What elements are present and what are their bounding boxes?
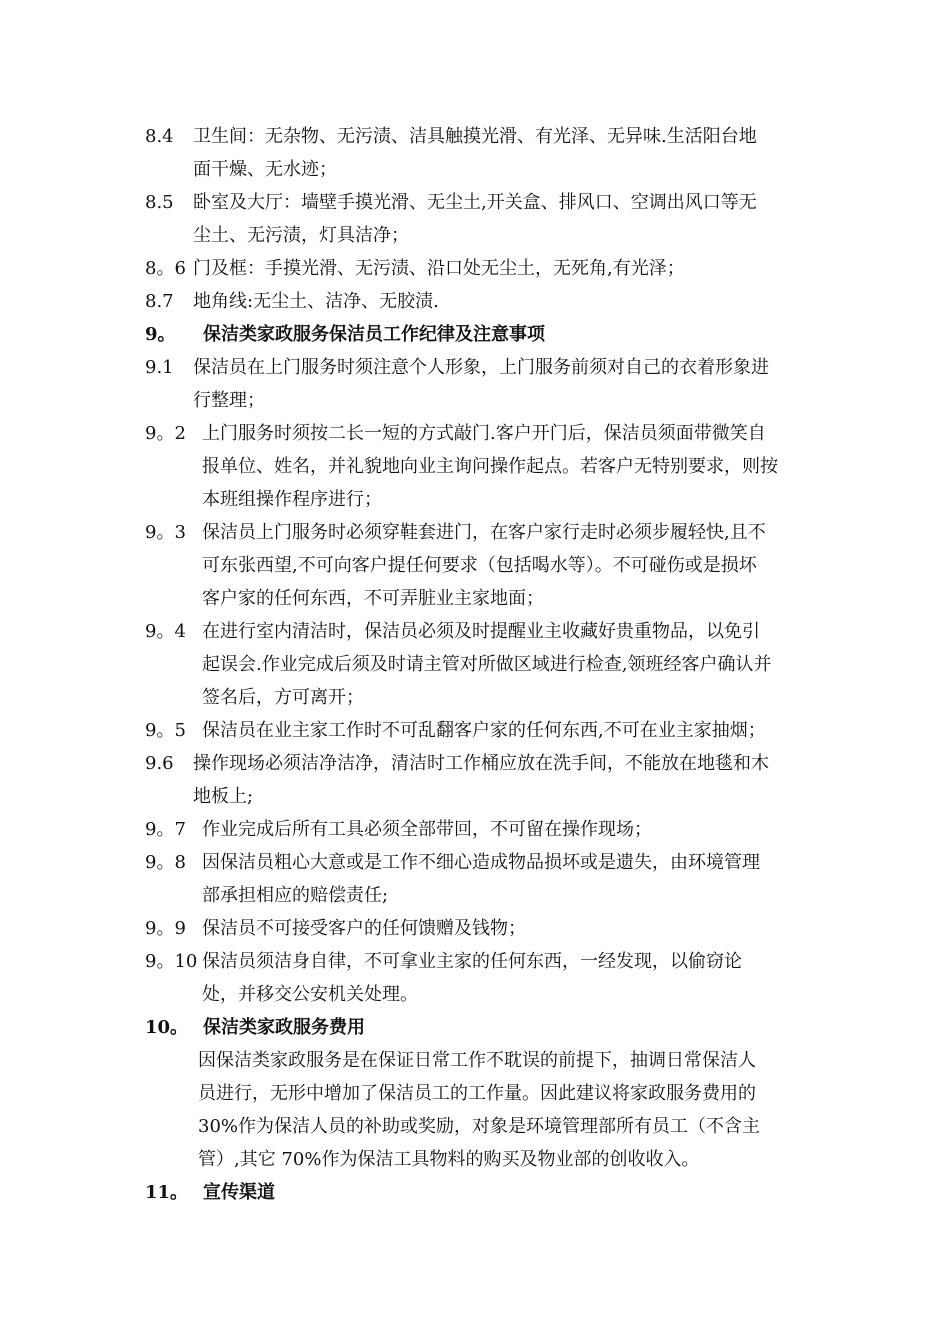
item-text: 操作现场必须洁净洁净，清洁时工作桶应放在洗手间，不能放在地毯和木 xyxy=(193,753,769,774)
item-continuation: 起误会.作业完成后须及时请主管对所做区域进行检查,领班经客户确认并 xyxy=(202,654,772,675)
item-text: 门及框：手摸光滑、无污渍、沿口处无尘土，无死角,有光泽； xyxy=(193,258,685,279)
item-continuation: 部承担相应的赔偿责任; xyxy=(202,885,389,906)
paragraph-line: 30%作为保洁人员的补助或奖励，对象是环境管理部所有员工（不含主 xyxy=(198,1116,761,1137)
item-continuation: 面干燥、无水迹； xyxy=(193,159,337,180)
section-heading xyxy=(145,1176,825,1209)
item-number: 9。7 xyxy=(145,819,186,840)
item-number: 9。5 xyxy=(145,720,186,741)
list-item xyxy=(145,186,825,219)
item-continuation: 签名后，方可离开； xyxy=(202,687,364,708)
item-text: 上门服务时须按二长一短的方式敲门.客户开门后，保洁员须面带微笑自 xyxy=(202,423,766,444)
item-text: 保洁员在业主家工作时不可乱翻客户家的任何东西,不可在业主家抽烟； xyxy=(202,720,766,741)
list-item xyxy=(145,945,825,978)
list-item xyxy=(145,747,825,780)
item-text: 卧室及大厅：墙壁手摸光滑、无尘土,开关盒、排风口、空调出风口等无 xyxy=(193,192,757,213)
item-number: 9.1 xyxy=(145,357,174,378)
item-number: 8。6 xyxy=(145,258,186,279)
item-number: 9。3 xyxy=(145,522,186,543)
list-item xyxy=(145,813,825,846)
item-number: 8.5 xyxy=(145,192,174,213)
item-continuation: 可东张西望,不可向客户提任何要求（包括喝水等）。不可碰伤或是损坏 xyxy=(202,555,757,576)
item-continuation: 地板上; xyxy=(193,786,254,807)
item-continuation: 尘土、无污渍，灯具洁净； xyxy=(193,225,409,246)
list-item xyxy=(145,714,825,747)
section-heading xyxy=(145,318,825,351)
item-number: 9。4 xyxy=(145,621,186,642)
section-heading xyxy=(145,1011,825,1044)
item-text: 在进行室内清洁时，保洁员必须及时提醒业主收藏好贵重物品，以免引 xyxy=(202,621,760,642)
item-text: 保洁员上门服务时必须穿鞋套进门，在客户家行走时必须步履轻快,且不 xyxy=(202,522,766,543)
section-number: 10。 xyxy=(145,1017,189,1038)
list-item xyxy=(145,516,825,549)
section-title: 保洁类家政服务保洁员工作纪律及注意事项 xyxy=(203,324,545,345)
list-item xyxy=(145,285,825,318)
section-title: 保洁类家政服务费用 xyxy=(203,1017,365,1038)
item-text: 地角线:无尘土、洁净、无胶渍. xyxy=(193,291,439,312)
item-number: 8.7 xyxy=(145,291,174,312)
item-text: 保洁员在上门服务时须注意个人形象，上门服务前须对自己的衣着形象进 xyxy=(193,357,769,378)
item-number: 8.4 xyxy=(145,126,174,147)
section-number: 9。 xyxy=(145,324,176,345)
item-number: 9。2 xyxy=(145,423,186,444)
item-continuation: 报单位、姓名，并礼貌地向业主询问操作起点。若客户无特别要求，则按 xyxy=(202,456,778,477)
item-continuation: 客户家的任何东西，不可弄脏业主家地面； xyxy=(202,588,544,609)
item-continuation: 行整理； xyxy=(193,390,265,411)
item-continuation: 本班组操作程序进行； xyxy=(202,489,382,510)
item-number: 9.6 xyxy=(145,753,174,774)
list-item xyxy=(145,120,825,153)
document-body xyxy=(145,120,825,1209)
list-item xyxy=(145,912,825,945)
list-item xyxy=(145,252,825,285)
list-item xyxy=(145,615,825,648)
item-text: 卫生间：无杂物、无污渍、洁具触摸光滑、有光泽、无异味.生活阳台地 xyxy=(193,126,757,147)
item-number: 9。8 xyxy=(145,852,186,873)
paragraph-line: 因保洁类家政服务是在保证日常工作不耽误的前提下，抽调日常保洁人 xyxy=(198,1050,756,1071)
item-text: 保洁员须洁身自律，不可拿业主家的任何东西，一经发现，以偷窃论 xyxy=(202,951,742,972)
list-item xyxy=(145,417,825,450)
item-text: 保洁员不可接受客户的任何馈赠及钱物； xyxy=(202,918,526,939)
section-title: 宣传渠道 xyxy=(203,1182,275,1203)
item-text: 因保洁员粗心大意或是工作不细心造成物品损坏或是遗失，由环境管理 xyxy=(202,852,760,873)
item-number: 9。10 xyxy=(145,951,198,972)
paragraph-line: 管）,其它 70%作为保洁工具物料的购买及物业部的创收收入。 xyxy=(198,1149,700,1170)
item-continuation: 处，并移交公安机关处理。 xyxy=(202,984,418,1005)
list-item xyxy=(145,351,825,384)
section-number: 11。 xyxy=(145,1182,189,1203)
paragraph-line: 员进行，无形中增加了保洁员工的工作量。因此建议将家政服务费用的 xyxy=(198,1083,756,1104)
list-item xyxy=(145,846,825,879)
item-text: 作业完成后所有工具必须全部带回，不可留在操作现场； xyxy=(202,819,652,840)
item-number: 9。9 xyxy=(145,918,186,939)
